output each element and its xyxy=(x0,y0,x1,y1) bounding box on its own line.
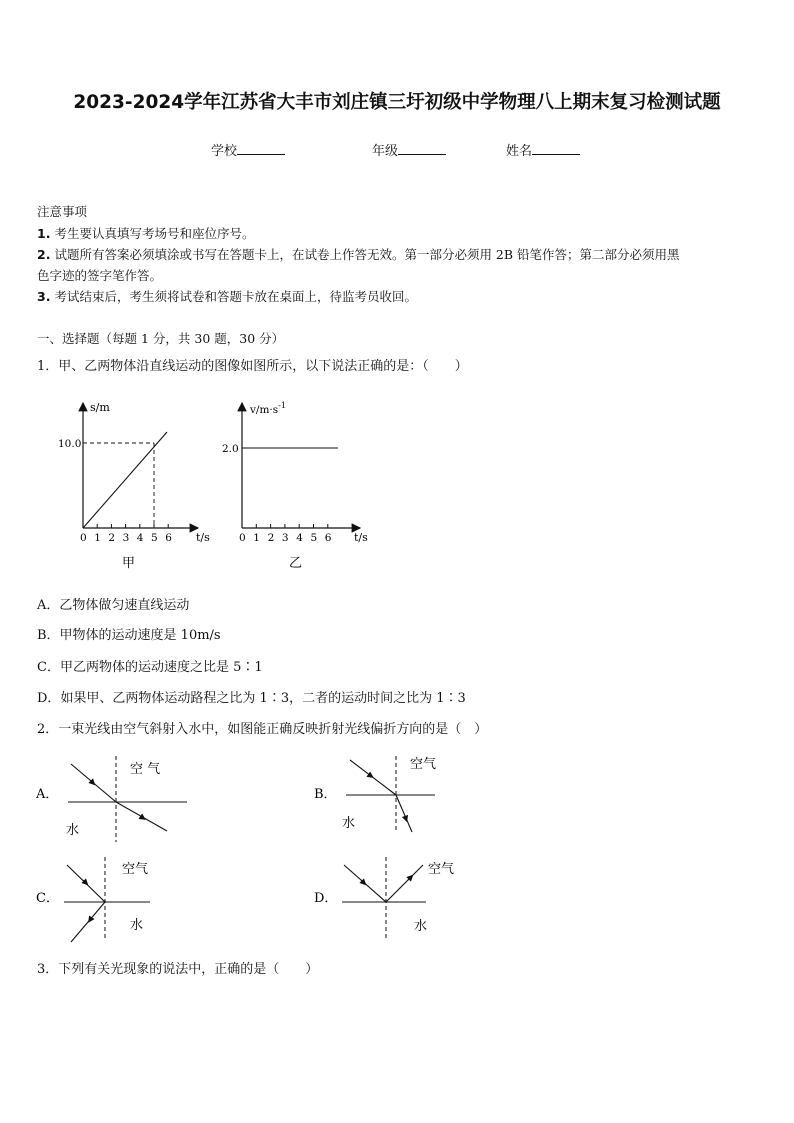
x-tick-label: 6 xyxy=(324,532,332,544)
label-b[interactable]: B． xyxy=(314,787,337,802)
section-heading: 一、选择题（每题 1 分，共 30 题，30 分） xyxy=(37,331,285,346)
option-c[interactable]: C．甲乙两物体的运动速度之比是 5∶1 xyxy=(37,660,263,675)
caption-yi: 乙 xyxy=(289,556,303,571)
question-2: 2．一束光线由空气斜射入水中，如图能正确反映折射光线偏折方向的是（ ） xyxy=(37,722,488,737)
x-tick-label: 4 xyxy=(136,532,144,544)
x-axis-label: t/s xyxy=(196,531,210,544)
school-label: 学校 xyxy=(211,144,238,159)
water-label: 水 xyxy=(66,823,80,838)
x-tick-label: 6 xyxy=(165,532,172,544)
page-title: 2023-2024学年江苏省大丰市刘庄镇三圩初级中学物理八上期末复习检测试题 xyxy=(73,92,721,113)
x-tick-label: 3 xyxy=(281,532,289,544)
y-tick-label: 2.0 xyxy=(222,443,239,455)
name-field xyxy=(506,140,580,159)
school-field xyxy=(211,140,285,159)
x-tick-label: 3 xyxy=(122,532,130,544)
name-label: 姓名 xyxy=(506,144,533,159)
air-label: 空气 xyxy=(428,862,455,877)
x-tick-label: 2 xyxy=(108,532,116,544)
x-tick-label: 0 xyxy=(239,532,246,544)
x-tick-label: 2 xyxy=(267,532,275,544)
caption-jia: 甲 xyxy=(122,556,136,571)
refraction-diagrams xyxy=(30,752,770,952)
note-item: 1. 考生要认真填写考场号和座位序号。 xyxy=(37,226,255,241)
diagram-c xyxy=(36,857,150,942)
label-a[interactable]: A． xyxy=(36,787,59,802)
x-tick-label: 5 xyxy=(310,532,318,544)
diagram-d xyxy=(314,857,454,940)
air-label: 空气 xyxy=(410,757,437,772)
note-item-continued: 色字迹的签字笔作答。 xyxy=(37,268,163,283)
y-axis-label: s/m xyxy=(90,401,110,414)
note-item: 3. 考试结束后，考生须将试卷和答题卡放在桌面上，待监考员收回。 xyxy=(37,289,417,304)
diagram-b xyxy=(314,756,436,832)
x-ticks xyxy=(239,524,332,544)
x-tick-label: 1 xyxy=(94,532,101,544)
graph-jia xyxy=(50,395,220,575)
name-blank xyxy=(532,142,580,155)
water-label: 水 xyxy=(130,918,144,933)
option-b[interactable]: B．甲物体的运动速度是 10m/s xyxy=(37,628,221,643)
note-item: 2. 试题所有答案必须填涂或书写在答题卡上，在试卷上作答无效。第一部分必须用 2B 铅笔作答；第二部分必须用黑 xyxy=(37,247,680,262)
air-label: 空气 xyxy=(122,862,149,877)
grade-blank xyxy=(398,142,446,155)
option-a[interactable]: A．乙物体做匀速直线运动 xyxy=(37,598,190,613)
question-3: 3．下列有关光现象的说法中，正确的是（ ） xyxy=(37,962,319,977)
x-tick-label: 4 xyxy=(296,532,303,544)
x-tick-label: 0 xyxy=(80,532,87,544)
notes-heading: 注意事项 xyxy=(37,204,88,219)
diagram-a xyxy=(35,756,187,842)
x-axis-label: t/s xyxy=(354,531,368,544)
water-label: 水 xyxy=(414,919,428,934)
graph-yi xyxy=(210,395,380,575)
x-ticks xyxy=(80,524,172,544)
school-blank xyxy=(237,142,285,155)
x-tick-label: 5 xyxy=(151,532,158,544)
label-c[interactable]: C． xyxy=(36,891,59,906)
question-1: 1．甲、乙两物体沿直线运动的图像如图所示，以下说法正确的是：（ ） xyxy=(37,359,468,374)
y-axis-label: $v/m\cdot s^{-1}$ xyxy=(250,401,286,416)
x-tick-label: 1 xyxy=(253,532,260,544)
water-label: 水 xyxy=(342,816,356,831)
option-d[interactable]: D．如果甲、乙两物体运动路程之比为 1∶3，二者的运动时间之比为 1∶3 xyxy=(37,691,466,706)
y-tick-label: 10.0 xyxy=(58,438,82,450)
air-label: 空 气 xyxy=(130,762,161,777)
grade-label: 年级 xyxy=(372,144,399,159)
grade-field xyxy=(372,140,446,159)
label-d[interactable]: D． xyxy=(314,891,338,906)
